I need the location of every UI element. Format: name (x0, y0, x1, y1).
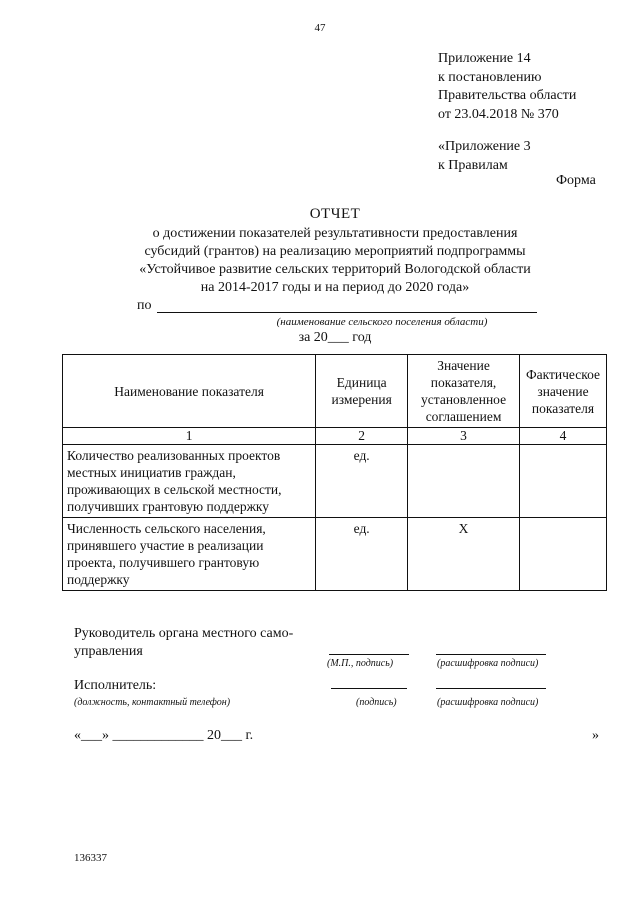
column-number-row (63, 428, 607, 445)
header-planned: Значение показателя, установленное соглашением (408, 355, 520, 428)
report-year: за 20___ год (298, 330, 372, 345)
po-label: по (137, 298, 152, 313)
stamp-signature-caption: (М.П., подпись) (327, 658, 394, 669)
appendix-inner-line: к Правилам (438, 157, 508, 173)
column-number: 2 (316, 428, 408, 445)
appendix-line: Правительства области (438, 88, 577, 103)
decode-caption: (расшифровка подписи) (437, 658, 539, 669)
indicator-planned: Х (408, 518, 520, 591)
document-code: 136337 (74, 852, 107, 864)
indicator-unit: ед. (316, 518, 408, 591)
appendix-line: от 23.04.2018 № 370 (438, 106, 559, 122)
decode-caption-executor: (расшифровка подписи) (437, 697, 539, 708)
settlement-caption: (наименование сельского поселения области) (276, 316, 488, 328)
document-title: ОТЧЕТ (309, 206, 361, 222)
head-label-line: управления (74, 644, 143, 659)
subtitle-line: «Устойчивое развитие сельских территорий Вологодской области (139, 262, 531, 277)
indicator-actual[interactable] (520, 518, 607, 591)
head-label-line: Руководитель органа местного само- (74, 626, 294, 641)
subtitle-line: о достижении показателей результативности предоставления (152, 226, 518, 241)
column-number: 4 (520, 428, 607, 445)
indicator-name: Численность сельского населения, принявшего участие в реализации проекта, получившего грантовую поддержку (63, 518, 316, 591)
indicator-planned[interactable] (408, 445, 520, 518)
date-field[interactable]: «___» _____________ 20___ г. (74, 728, 254, 743)
subtitle-line: на 2014-2017 годы и на период до 2020 года» (200, 280, 470, 295)
head-decode-line[interactable] (436, 654, 546, 655)
table-header-row (63, 355, 607, 428)
head-of-authority-label (74, 625, 293, 661)
executor-label: Исполнитель: (74, 678, 157, 693)
header-unit: Единица измерения (316, 355, 408, 428)
head-signature-line[interactable] (329, 654, 409, 655)
appendix-inner-header (438, 138, 531, 175)
signature-caption: (подпись) (356, 697, 397, 708)
column-number: 3 (408, 428, 520, 445)
appendix-inner-line: «Приложение 3 (438, 139, 531, 154)
column-number: 1 (63, 428, 316, 445)
appendix-header (438, 50, 576, 124)
executor-caption: (должность, контактный телефон) (74, 697, 231, 708)
form-label: Форма (556, 173, 596, 188)
executor-decode-line[interactable] (436, 688, 546, 689)
settlement-name-field[interactable] (157, 312, 537, 313)
header-actual: Фактическое значение показателя (520, 355, 607, 428)
table-row (63, 445, 607, 518)
indicator-name: Количество реализованных проектов местных инициатив граждан, проживающих в сельской местности, получивших грантовую поддержку (63, 445, 316, 518)
appendix-line: к постановлению (438, 69, 542, 85)
indicators-table (62, 354, 607, 591)
closing-quote: » (592, 728, 599, 743)
page-number: 47 (314, 22, 326, 34)
indicator-unit: ед. (316, 445, 408, 518)
document-subtitle (100, 225, 570, 297)
appendix-line: Приложение 14 (438, 51, 531, 66)
indicator-actual[interactable] (520, 445, 607, 518)
executor-signature-line[interactable] (331, 688, 407, 689)
header-name: Наименование показателя (63, 355, 316, 428)
table-row (63, 518, 607, 591)
subtitle-line: субсидий (грантов) на реализацию мероприятий подпрограммы (144, 244, 526, 259)
